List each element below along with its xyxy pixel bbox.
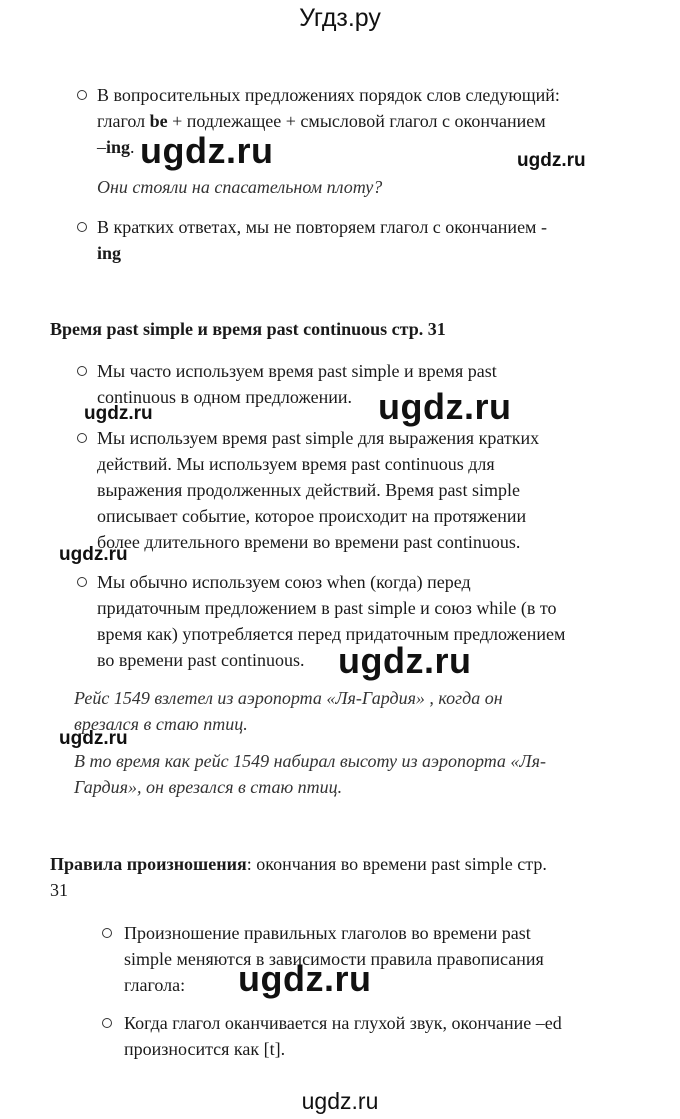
s2-b3-line1: Мы обычно используем союз when (когда) перед [97, 572, 471, 592]
watermark: ugdz.ru [59, 544, 128, 565]
watermark: ugdz.ru [378, 386, 512, 427]
s1-b1-line2-b: be [149, 111, 168, 131]
watermark: ugdz.ru [59, 728, 128, 749]
bullet-marker [77, 433, 87, 443]
s1-b1-line3 [97, 134, 135, 160]
s1-b1-line2-a: глагол [97, 111, 150, 131]
s2-b3-line3: время как) употребляется перед придаточным предложением [97, 624, 566, 644]
watermark: ugdz.ru [338, 640, 472, 681]
bullet-marker [77, 577, 87, 587]
s1-b1-line1: В вопросительных предложениях порядок слов следующий: [97, 85, 560, 105]
s3-b2-line1: Когда глагол оканчивается на глухой звук, окончание –ed [124, 1013, 562, 1033]
s1-b1-line3-a: – [97, 137, 106, 157]
s2-example1-line2: врезался в стаю птиц. [74, 714, 248, 734]
s1-b1-line2-c: + подлежащее + смысловой глагол с окончанием [167, 111, 546, 131]
s2-b3-line2: придаточным предложением в past simple и союз while (в то [97, 598, 557, 618]
s3-heading-line2: 31 [50, 880, 68, 900]
s2-b2-line3: выражения продолженных действий. Время past simple [97, 480, 520, 500]
s2-b2-line4: описывает событие, которое происходит на протяжении [97, 506, 527, 526]
s1-b2-line2: ing [97, 243, 122, 263]
bullet-marker [102, 1018, 112, 1028]
s2-b2-line2: действий. Мы используем время past continuous для [97, 454, 495, 474]
s2-b1-line1: Мы часто используем время past simple и время past [97, 361, 497, 381]
site-footer: ugdz.ru [301, 1088, 379, 1114]
s2-example1-line1: Рейс 1549 взлетел из аэропорта «Ля-Гардия» , когда он [74, 688, 503, 708]
site-header: Угдз.ру [299, 4, 381, 32]
watermark: ugdz.ru [84, 403, 153, 424]
s3-heading-bold: Правила произношения [50, 854, 247, 874]
s2-b2-line5: более длительного времени во времени past continuous. [97, 532, 521, 552]
s2-example2-line2: Гардия», он врезался в стаю птиц. [74, 777, 343, 797]
s3-b1-line2: simple меняются в зависимости правила правописания [124, 949, 544, 969]
s1-example: Они стояли на спасательном плоту? [97, 177, 383, 197]
s3-b1-line3: глагола: [124, 975, 186, 995]
s1-b1-line3-b: ing [106, 137, 131, 157]
s2-heading: Время past simple и время past continuous стр. 31 [50, 319, 446, 339]
s2-b3-line4: во времени past continuous. [97, 650, 305, 670]
s3-b2-line2: произносится как [t]. [124, 1039, 286, 1059]
bullet-marker [102, 928, 112, 938]
bullet-marker [77, 222, 87, 232]
s2-example2-line1: В то время как рейс 1549 набирал высоту из аэропорта «Ля- [74, 751, 546, 771]
s1-b2-line1: В кратких ответах, мы не повторяем глагол с окончанием - [97, 217, 547, 237]
s3-heading-rest: : окончания во времени past simple стр. [246, 854, 547, 874]
s3-b1-line1: Произношение правильных глаголов во времени past [124, 923, 531, 943]
watermark: ugdz.ru [517, 150, 586, 171]
bullet-marker [77, 90, 87, 100]
s1-b1-line3-c: . [130, 137, 135, 157]
bullet-marker [77, 366, 87, 376]
s3-heading [50, 851, 547, 877]
s2-b2-line1: Мы используем время past simple для выражения кратких [97, 428, 540, 448]
watermark: ugdz.ru [140, 130, 274, 171]
watermark: ugdz.ru [238, 958, 372, 999]
s2-b1-line2: continuous в одном предложении. [97, 387, 352, 407]
